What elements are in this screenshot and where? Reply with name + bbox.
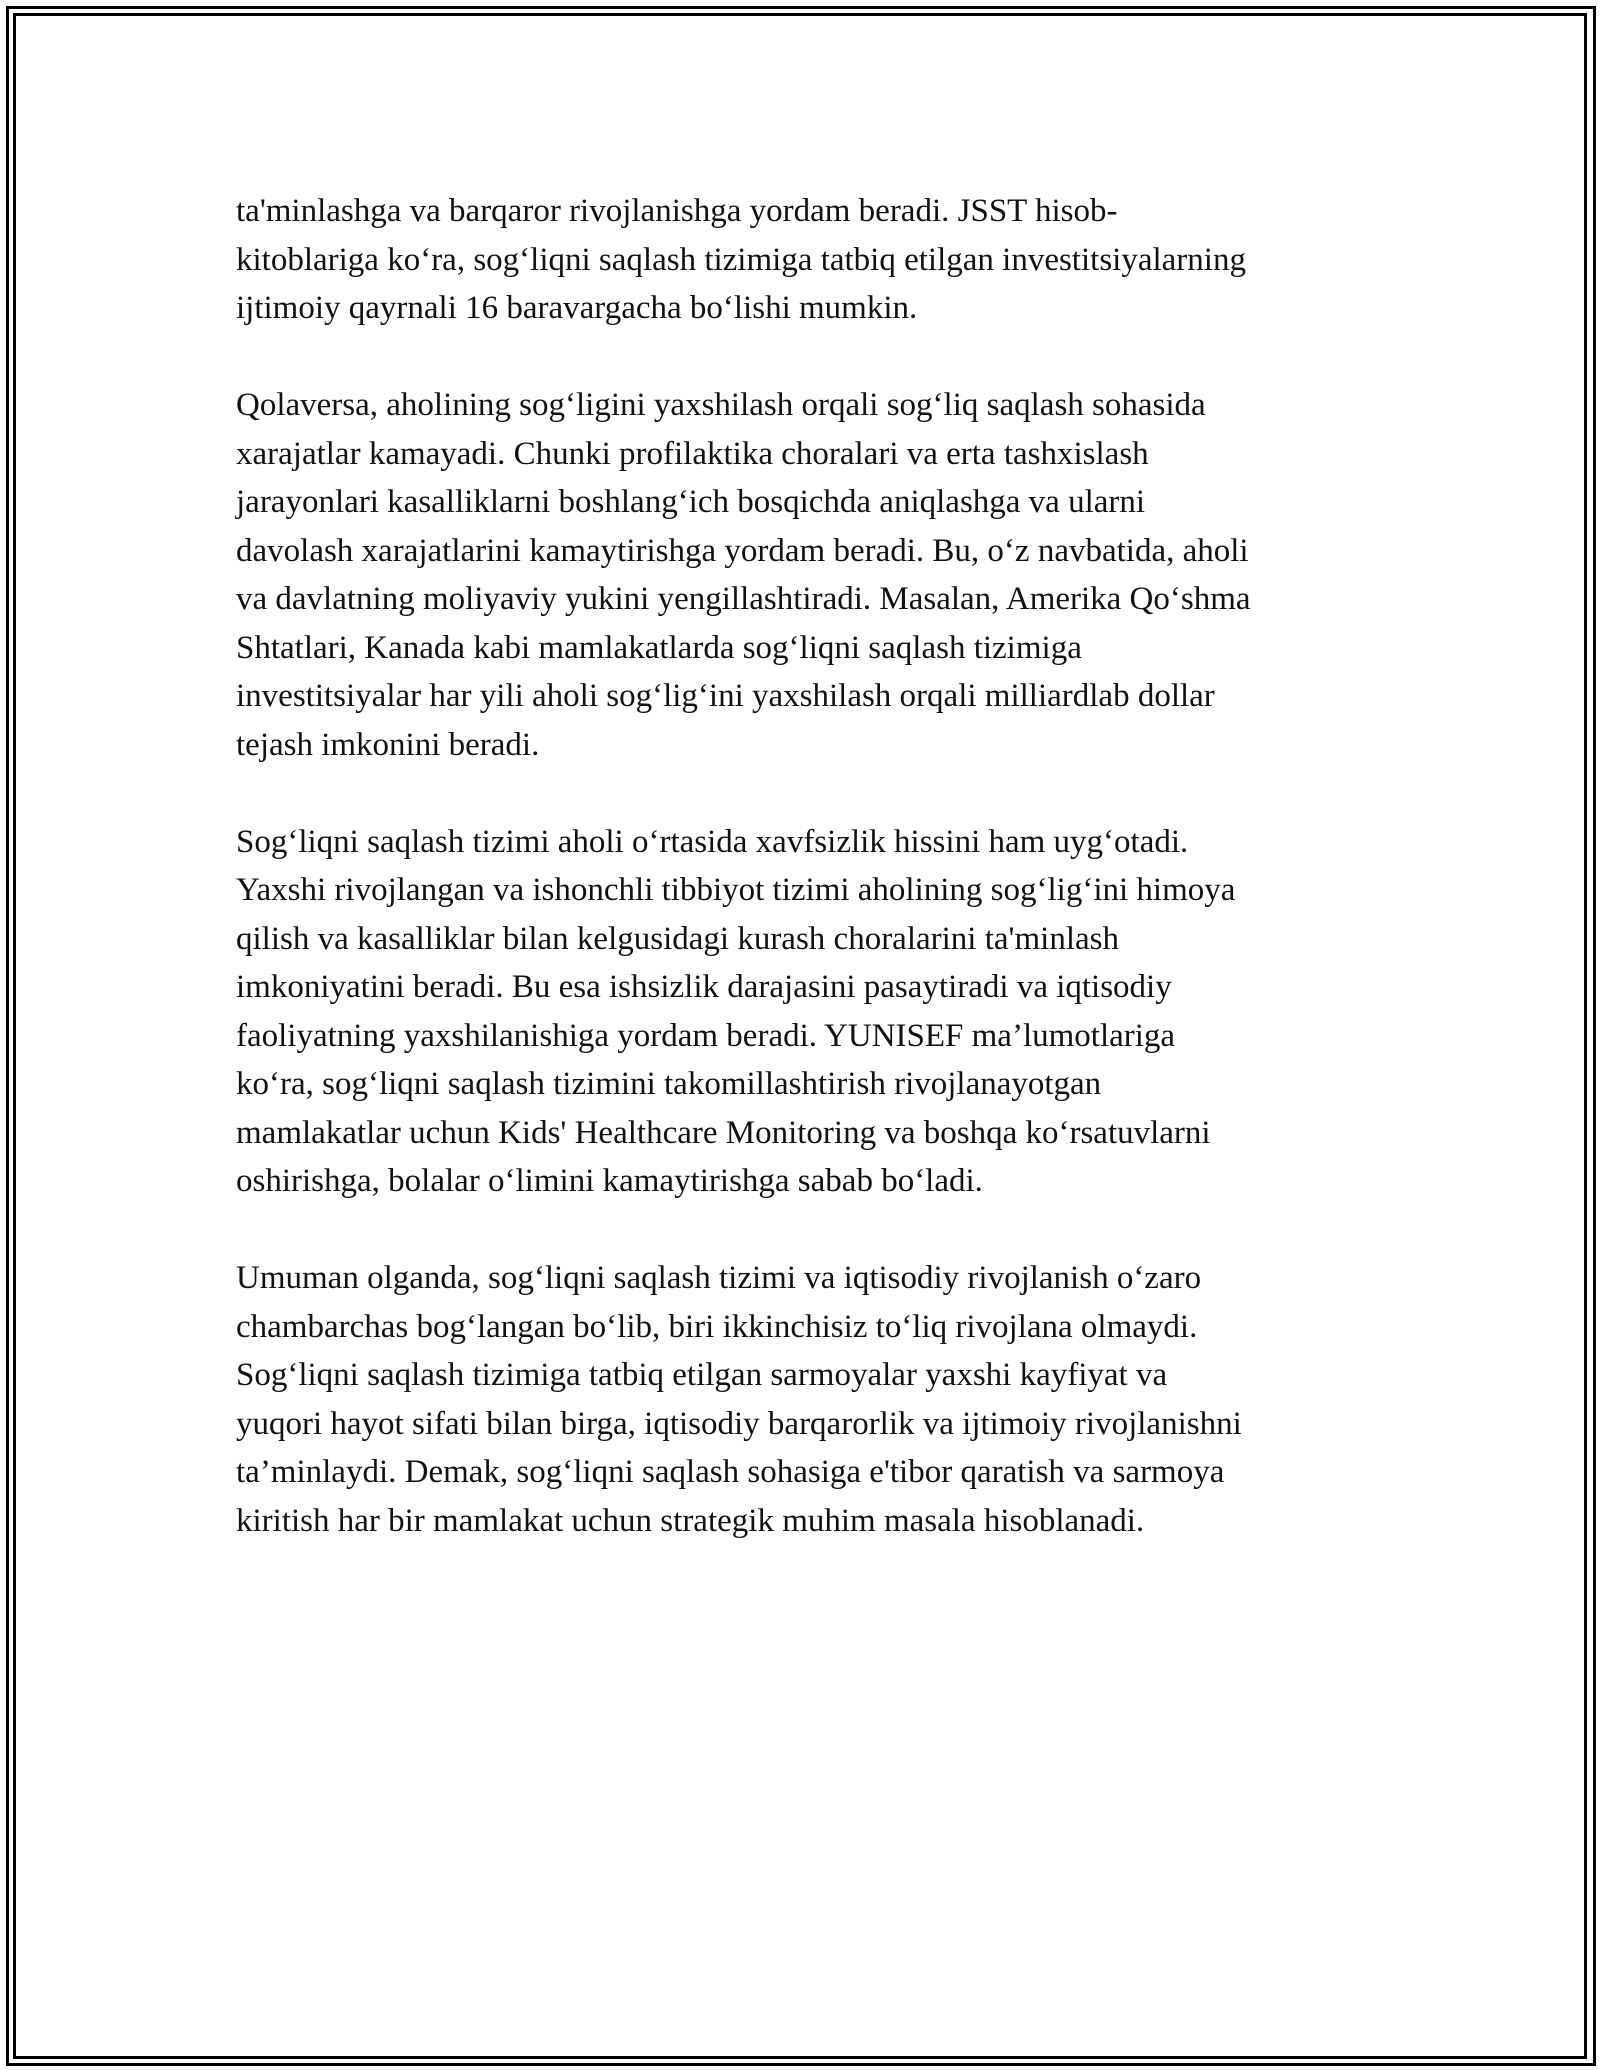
text-line: jarayonlari kasalliklarni boshlang‘ich bosqichda aniqlashga va ularni [236, 484, 1146, 520]
text-line: qilish va kasalliklar bilan kelgusidagi kurash choralarini ta'minlash [236, 920, 1119, 957]
text-line: ko‘ra, sog‘liqni saqlash tizimini takomillashtirish rivojlanayotgan [236, 1066, 1102, 1102]
text-line: va davlatning moliyaviy yukini yengillashtiradi. Masalan, Amerika Qo‘shma [236, 581, 1251, 617]
text-line: oshirishga, bolalar o‘limini kamaytirishga sabab bo‘ladi. [236, 1163, 983, 1199]
text-line: davolash xarajatlarini kamaytirishga yordam beradi. Bu, o‘z navbatida, aholi [236, 532, 1249, 569]
paragraph-1 [236, 187, 1396, 333]
text-line: yuqori hayot sifati bilan birga, iqtisodiy barqarorlik va ijtimoiy rivojlanishni [236, 1405, 1242, 1442]
document-body [236, 187, 1396, 1594]
text-line: chambarchas bog‘langan bo‘lib, biri ikkinchisiz to‘liq rivojlana olmaydi. [236, 1308, 1198, 1345]
text-line: ta’minlaydi. Demak, sog‘liqni saqlash sohasiga e'tibor qaratish va sarmoya [236, 1454, 1225, 1490]
text-line: ijtimoiy qayrnali 16 baravargacha bo‘lishi mumkin. [236, 290, 918, 326]
text-line: imkoniyatini beradi. Bu esa ishsizlik darajasini pasaytiradi va iqtisodiy [236, 969, 1172, 1005]
text-line: mamlakatlar uchun Kids' Healthcare Monitoring va boshqa ko‘rsatuvlarni [236, 1114, 1211, 1151]
text-line: Yaxshi rivojlangan va ishonchli tibbiyot tizimi aholining sog‘lig‘ini himoya [236, 872, 1236, 908]
text-line: xarajatlar kamayadi. Chunki profilaktika choralari va erta tashxislash [236, 435, 1149, 472]
text-line: investitsiyalar har yili aholi sog‘lig‘ini yaxshilash orqali milliardlab dollar [236, 678, 1215, 714]
paragraph-2 [236, 381, 1396, 769]
text-line: faoliyatning yaxshilanishiga yordam beradi. YUNISEF ma’lumotlariga [236, 1017, 1176, 1054]
text-line: Shtatlari, Kanada kabi mamlakatlarda sog‘liqni saqlash tizimiga [236, 629, 1082, 666]
text-line: Sog‘liqni saqlash tizimi aholi o‘rtasida xavfsizlik hissini ham uyg‘otadi. [236, 823, 1189, 860]
text-line: kiritish har bir mamlakat uchun strategik muhim masala hisoblanadi. [236, 1502, 1145, 1539]
text-line: ta'minlashga va barqaror rivojlanishga yordam beradi. JSST hisob- [236, 193, 1118, 229]
text-line: Qolaversa, aholining sog‘ligini yaxshilash orqali sog‘liq saqlash sohasida [236, 387, 1206, 423]
paragraph-3 [236, 818, 1396, 1206]
text-line: tejash imkonini beradi. [236, 726, 540, 763]
text-line: kitoblariga ko‘ra, sog‘liqni saqlash tizimiga tatbiq etilgan investitsiyalarning [236, 241, 1246, 278]
paragraph-4 [236, 1254, 1396, 1545]
text-line: Sog‘liqni saqlash tizimiga tatbiq etilgan sarmoyalar yaxshi kayfiyat va [236, 1357, 1168, 1393]
text-line: Umuman olganda, sog‘liqni saqlash tizimi va iqtisodiy rivojlanish o‘zaro [236, 1260, 1202, 1296]
